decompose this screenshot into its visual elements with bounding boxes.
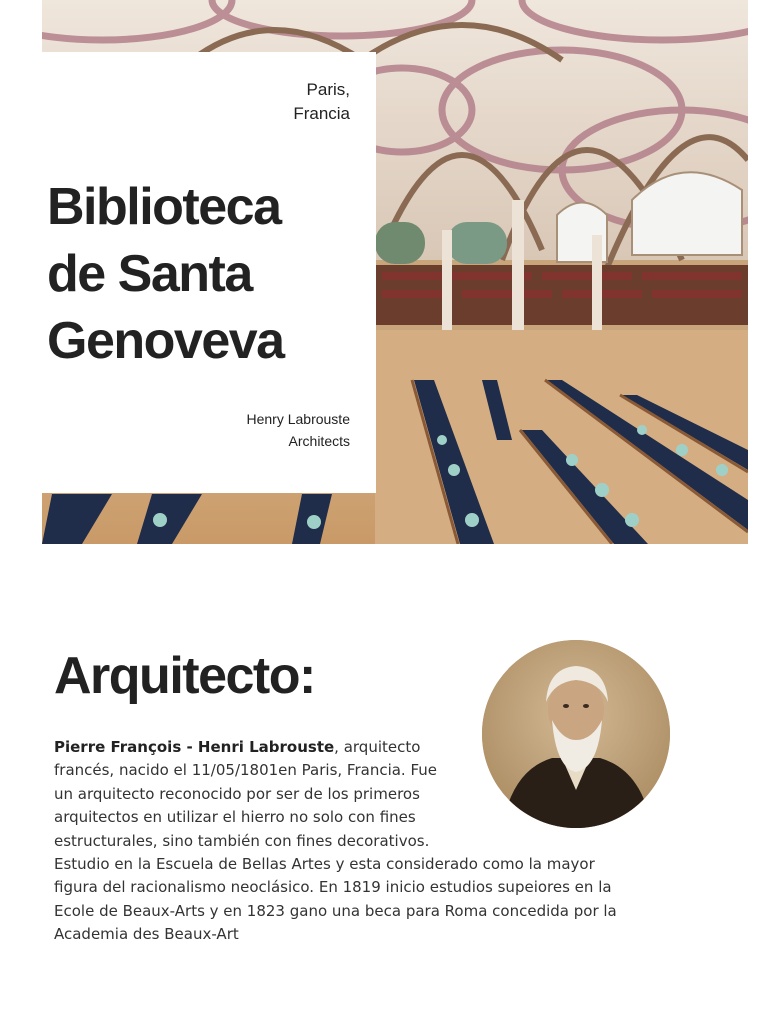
bio-line-7: figura del racionalismo neoclásico. En 1819 inicio estudios supeiores en la <box>54 878 612 897</box>
architect-heading: Arquitecto: <box>54 647 315 705</box>
architects-credit <box>246 408 350 452</box>
location-city: Paris, <box>306 80 350 99</box>
bio-line-1 <box>54 736 454 759</box>
architect-name: Henry Labrouste <box>246 411 350 427</box>
bio-intro <box>54 736 454 853</box>
bio-line-2: francés, nacido el 11/05/1801en Paris, Francia. Fue <box>54 761 438 780</box>
architect-role: Architects <box>288 433 350 449</box>
title-line-2: de Santa <box>47 245 252 303</box>
architect-full-name: Pierre François - Henri Labrouste <box>54 738 335 756</box>
bio-line-6: Estudio en la Escuela de Bellas Artes y esta considerado como la mayor <box>54 855 595 874</box>
title-line-1: Biblioteca <box>47 178 281 236</box>
bio-line-8: Ecole de Beaux-Arts y en 1823 gano una beca para Roma concedida por la <box>54 901 617 920</box>
architect-bio <box>54 736 654 947</box>
bio-line-1-rest: , arquitecto <box>334 738 421 756</box>
location-country: Francia <box>293 104 350 123</box>
page-title <box>47 174 367 375</box>
bio-line-4: arquitectos en utilizar el hierro no solo con fines <box>54 808 416 827</box>
bio-line-3: un arquitecto reconocido por ser de los primeros <box>54 784 420 803</box>
title-card <box>42 52 376 493</box>
bio-line-5: estructurales, sino también con fines decorativos. <box>54 831 430 850</box>
location-label <box>293 78 350 126</box>
bio-line-9: Academia des Beaux-Art <box>54 925 239 944</box>
title-line-3: Genoveva <box>47 312 284 370</box>
